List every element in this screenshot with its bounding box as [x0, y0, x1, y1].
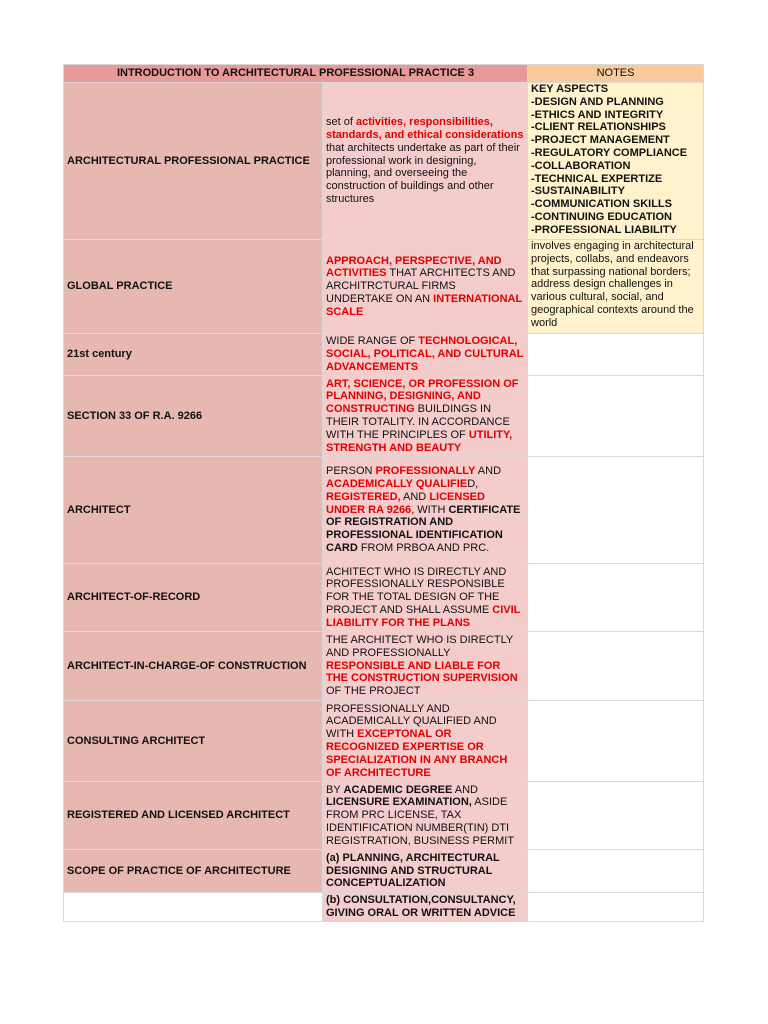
empty-note-cell [528, 632, 704, 701]
definition-bold: (b) CONSULTATION,CONSULTANCY, GIVING ORAL OR WRITTEN ADVICE [326, 894, 516, 919]
notes-header: NOTES [528, 65, 704, 83]
definition-text: PROFESSIONALLY AND ACADEMICALLY QUALIFIED AND WITH [326, 702, 497, 741]
term-cell: SECTION 33 OF R.A. 9266 [64, 376, 323, 457]
definition-highlight: ART, SCIENCE, OR PROFESSION OF PLANNING, DESIGNING, AND CONSTRUCTING [326, 377, 519, 416]
definition-text: BUILDINGS IN THEIR TOTALITY. IN ACCORDANCE WITH THE PRINCIPLES OF [326, 403, 510, 441]
definition-highlight: EXCEPTONAL OR RECOGNIZED EXPERTISE OR SPECIALIZATION IN ANY BRANCH OF ARCHITECTURE [326, 728, 508, 779]
definition-cell [323, 632, 528, 701]
empty-note-cell [528, 334, 704, 376]
empty-note-cell [528, 564, 704, 632]
definition-highlight: UTILITY, STRENGTH AND BEAUTY [326, 428, 513, 454]
definition-cell [323, 457, 528, 564]
empty-note-cell [528, 893, 704, 922]
table-row [64, 701, 704, 782]
definition-highlight: LICENSED UNDER RA 9266 [326, 490, 485, 516]
definition-highlight: ACADEMICALLY QUALIFIE [326, 478, 468, 490]
definition-text: OF THE PROJECT [326, 685, 421, 698]
term-cell: ARCHITECT-OF-RECORD [64, 564, 323, 632]
table-row [64, 240, 704, 334]
term-cell: CONSULTING ARCHITECT [64, 701, 323, 782]
definition-cell [323, 850, 528, 893]
definition-highlight: PROFESSIONALLY [375, 465, 476, 478]
definition-text: BY [326, 783, 344, 796]
definition-text: THE ARCHITECT WHO IS DIRECTLY AND PROFESSIONALLY [326, 634, 514, 659]
key-aspect-item: -CONTINUING EDUCATION [531, 210, 672, 223]
key-aspect-item: -COMMUNICATION SKILLS [531, 198, 672, 211]
definition-text: set of [326, 116, 356, 129]
definition-text: , WITH [411, 503, 449, 516]
term-cell: SCOPE OF PRACTICE OF ARCHITECTURE [64, 850, 323, 893]
empty-note-cell [528, 782, 704, 850]
definition-highlight: APPROACH, PERSPECTIVE, AND ACTIVITIES [326, 254, 502, 280]
key-aspect-item: -ETHICS AND INTEGRITY [531, 108, 664, 121]
definition-bold: LICENSURE EXAMINATION, [326, 796, 472, 809]
practice-notes-table [63, 64, 704, 922]
definition-highlight: TECHNOLOGICAL, SOCIAL, POLITICAL, AND CULTURAL ADVANCEMENTS [326, 335, 524, 373]
empty-note-cell [528, 457, 704, 564]
table-row [64, 632, 704, 701]
definition-text: AND [400, 490, 430, 503]
definition-text: ACHITECT WHO IS DIRECTLY AND PROFESSIONALLY RESPONSIBLE FOR THE TOTAL DESIGN OF THE PROJECT AND SHALL ASSUME [326, 565, 507, 616]
definition-cell [323, 334, 528, 376]
key-aspect-item: -REGULATORY COMPLIANCE [531, 146, 688, 159]
table-row [64, 334, 704, 376]
definition-highlight: INTERNATIONAL SCALE [326, 292, 522, 318]
term-cell: GLOBAL PRACTICE [64, 240, 323, 334]
definition-text: that architects undertake as part of their professional work in designing, planning, and overseeing the construction of buildings and other structures [326, 141, 520, 205]
table-row [64, 782, 704, 850]
empty-note-cell [528, 376, 704, 457]
definition-text: WIDE RANGE OF [326, 335, 419, 348]
definition-cell [323, 564, 528, 632]
table-row [64, 564, 704, 632]
key-aspects-note [528, 83, 704, 240]
definition-text: AND [475, 465, 502, 478]
definition-text: THAT ARCHITECTS AND ARCHITRCTURAL FIRMS UNDERTAKE ON AN [326, 267, 516, 305]
term-cell: ARCHITECT [64, 457, 323, 564]
definition-text: PERSON [326, 465, 376, 478]
definition-highlight: CIVIL LIABILITY FOR THE PLANS [326, 603, 521, 629]
definition-cell [323, 701, 528, 782]
table-row [64, 457, 704, 564]
definition-cell [323, 83, 528, 240]
key-aspect-item: -CLIENT RELATIONSHIPS [531, 121, 666, 134]
definition-text: D, [467, 478, 479, 490]
key-aspect-item: -COLLABORATION [531, 159, 631, 172]
term-cell: ARCHITECT-IN-CHARGE-OF CONSTRUCTION [64, 632, 323, 701]
definition-cell [323, 376, 528, 457]
definition-highlight: RESPONSIBLE AND LIABLE FOR THE CONSTRUCTION SUPERVISION [326, 659, 518, 685]
key-aspect-item: -SUSTAINABILITY [531, 185, 625, 198]
header-row [64, 65, 704, 83]
definition-text: AND [452, 783, 479, 796]
table-title: INTRODUCTION TO ARCHITECTURAL PROFESSIONAL PRACTICE 3 [64, 65, 528, 83]
table-row [64, 83, 704, 240]
empty-note-cell [528, 701, 704, 782]
table-row [64, 376, 704, 457]
table-row [64, 893, 704, 922]
key-aspect-item: -TECHNICAL EXPERTIZE [531, 172, 663, 185]
key-aspect-item: -PROJECT MANAGEMENT [531, 134, 670, 147]
definition-cell [323, 240, 528, 334]
definition-cell [323, 782, 528, 850]
table-row [64, 850, 704, 893]
key-aspect-item: -DESIGN AND PLANNING [531, 95, 664, 108]
definition-highlight: REGISTERED, [326, 490, 401, 503]
empty-note-cell [528, 850, 704, 893]
definition-bold: CERTIFICATE OF REGISTRATION AND PROFESSIONAL IDENTIFICATION CARD [326, 503, 521, 554]
term-cell: ARCHITECTURAL PROFESSIONAL PRACTICE [64, 83, 323, 240]
term-cell [64, 893, 323, 922]
definition-text: ASIDE FROM PRC LICENSE, TAX IDENTIFICATION NUMBER(TIN) DTI REGISTRATION, BUSINESS PERMIT [326, 796, 515, 847]
definition-bold: (a) PLANNING, ARCHITECTURAL DESIGNING AND STRUCTURAL CONCEPTUALIZATION [326, 851, 500, 890]
key-aspects-title: KEY ASPECTS [531, 83, 609, 95]
term-cell: REGISTERED AND LICENSED ARCHITECT [64, 782, 323, 850]
definition-bold: ACADEMIC DEGREE [343, 783, 453, 796]
definition-text: FROM PRBOA AND PRC. [357, 541, 490, 554]
definition-cell [323, 893, 528, 922]
key-aspect-item: -PROFESSIONAL LIABILITY [531, 223, 677, 236]
definition-highlight: activities, responsibilities, standards, and ethical considerations [326, 116, 524, 141]
global-practice-note: involves engaging in architectural projects, collabs, and endeavors that surpassing national borders; address design challenges in various cultural, social, and geographical contexts around the world [528, 240, 704, 334]
term-cell: 21st century [64, 334, 323, 376]
